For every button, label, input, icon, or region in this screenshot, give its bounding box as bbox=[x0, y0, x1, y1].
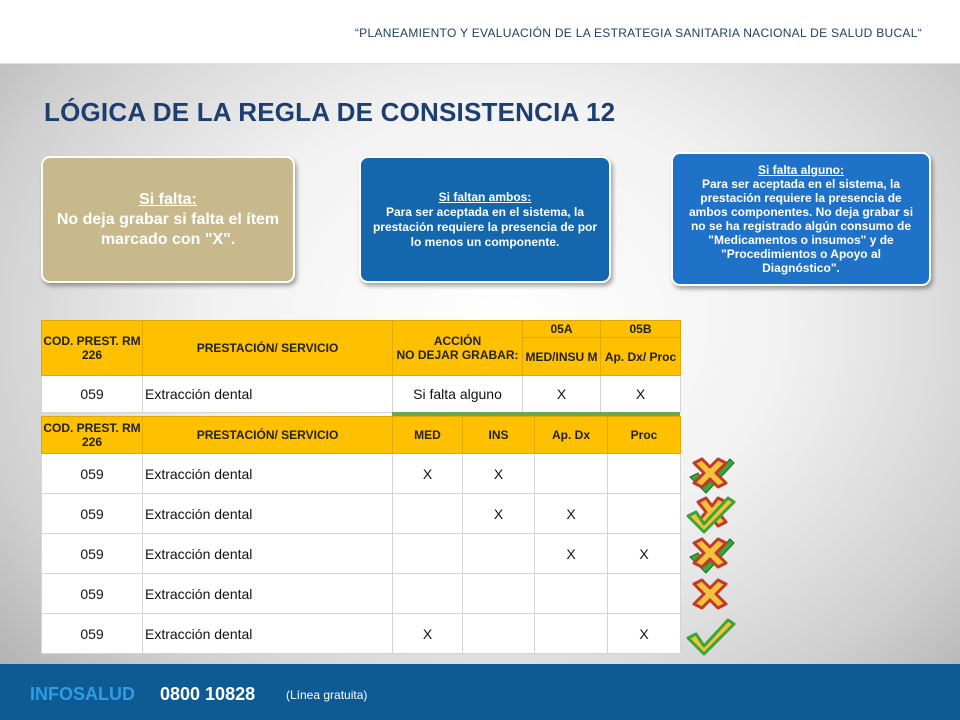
footer-bar bbox=[0, 664, 960, 720]
presentation-subtitle: “PLANEAMIENTO Y EVALUACIÓN DE LA ESTRATEGIA SANITARIA NACIONAL DE SALUD BUCAL“ bbox=[354, 26, 922, 40]
rule-box-heading: Si faltan ambos: bbox=[438, 189, 532, 204]
table-row bbox=[42, 376, 681, 413]
cross-icon bbox=[684, 576, 736, 616]
cell-prestacion: Extracción dental bbox=[143, 534, 393, 574]
cross-check-icon bbox=[684, 494, 736, 534]
cell-accion: Si falta alguno bbox=[393, 376, 523, 413]
rule-box-si-faltan-ambos bbox=[359, 156, 611, 283]
cell-cod: 059 bbox=[42, 574, 143, 614]
cell-proc: X bbox=[608, 614, 681, 654]
cell-apdx bbox=[535, 454, 608, 494]
cell-apdx: X bbox=[535, 494, 608, 534]
cell-proc bbox=[608, 574, 681, 614]
cell-apdx: X bbox=[535, 534, 608, 574]
slide-title: LÓGICA DE LA REGLA DE CONSISTENCIA 12 bbox=[44, 97, 616, 127]
top-bar bbox=[0, 0, 960, 64]
cell-ins: X bbox=[463, 494, 535, 534]
rule-box-text: Para ser aceptada en el sistema, la prestación requiere la presencia de ambos componentes. No deja grabar si no se ha registrado algún consumo de "Medicamentos o insumos" y de "Procedimientos o Apoyo al Diagnóstico". bbox=[688, 177, 914, 275]
example-table bbox=[41, 416, 681, 654]
rule-box-heading: Si falta: bbox=[139, 190, 197, 208]
footer-label: INFOSALUD bbox=[30, 684, 135, 704]
table-row bbox=[42, 574, 681, 614]
cell-prestacion: Extracción dental bbox=[143, 614, 393, 654]
col-header-apdx-proc: Ap. Dx/ Proc bbox=[601, 338, 681, 376]
accion-label: ACCIÓN bbox=[433, 334, 482, 348]
cell-prestacion: Extracción dental bbox=[143, 376, 393, 413]
col-header-cod: COD. PREST. RM 226 bbox=[42, 417, 143, 454]
col-header-05a: 05A bbox=[523, 321, 601, 338]
rule-box-text: Para ser aceptada en el sistema, la prestación requiere la presencia de por lo menos un componente. bbox=[372, 204, 598, 249]
cell-cod: 059 bbox=[42, 454, 143, 494]
col-header-apdx: Ap. Dx bbox=[535, 417, 608, 454]
footer-note: (Línea gratuita) bbox=[286, 688, 368, 702]
cell-apdx bbox=[535, 614, 608, 654]
cell-ins bbox=[463, 574, 535, 614]
cell-med bbox=[393, 494, 463, 534]
cross-icon bbox=[684, 535, 736, 575]
cell-proc bbox=[608, 494, 681, 534]
table-row bbox=[42, 614, 681, 654]
check-icon bbox=[684, 616, 736, 656]
cell-proc bbox=[608, 454, 681, 494]
rule-box-si-falta bbox=[41, 156, 295, 283]
cross-icon bbox=[684, 455, 736, 495]
col-header-accion bbox=[393, 321, 523, 376]
cell-cod: 059 bbox=[42, 534, 143, 574]
rule-box-heading: Si falta alguno: bbox=[757, 163, 844, 177]
cell-ins: X bbox=[463, 454, 535, 494]
cell-proc: X bbox=[608, 534, 681, 574]
col-header-ins: INS bbox=[463, 417, 535, 454]
rule-table bbox=[41, 320, 681, 413]
table-row bbox=[42, 534, 681, 574]
cell-med bbox=[393, 534, 463, 574]
cell-cod: 059 bbox=[42, 494, 143, 534]
cell-ins bbox=[463, 534, 535, 574]
cell-med: X bbox=[393, 454, 463, 494]
cell-med: X bbox=[393, 614, 463, 654]
cell-05b: X bbox=[601, 376, 681, 413]
col-header-med-insum: MED/INSU M bbox=[523, 338, 601, 376]
col-header-05b: 05B bbox=[601, 321, 681, 338]
col-header-prestacion: PRESTACIÓN/ SERVICIO bbox=[143, 321, 393, 376]
cell-med bbox=[393, 574, 463, 614]
no-dejar-grabar-label: NO DEJAR GRABAR: bbox=[396, 348, 519, 362]
cell-prestacion: Extracción dental bbox=[143, 494, 393, 534]
cell-cod: 059 bbox=[42, 376, 143, 413]
cell-prestacion: Extracción dental bbox=[143, 454, 393, 494]
col-header-prestacion: PRESTACIÓN/ SERVICIO bbox=[143, 417, 393, 454]
rule-box-text: No deja grabar si falta el ítem marcado con "X". bbox=[56, 210, 280, 248]
table-row bbox=[42, 494, 681, 534]
cell-05a: X bbox=[523, 376, 601, 413]
footer-phone: 0800 10828 bbox=[160, 684, 256, 704]
col-header-med: MED bbox=[393, 417, 463, 454]
col-header-cod: COD. PREST. RM 226 bbox=[42, 321, 143, 376]
cell-cod: 059 bbox=[42, 614, 143, 654]
col-header-proc: Proc bbox=[608, 417, 681, 454]
cell-prestacion: Extracción dental bbox=[143, 574, 393, 614]
rule-box-si-falta-alguno bbox=[671, 152, 931, 286]
cell-ins bbox=[463, 614, 535, 654]
table-row bbox=[42, 454, 681, 494]
cell-apdx bbox=[535, 574, 608, 614]
